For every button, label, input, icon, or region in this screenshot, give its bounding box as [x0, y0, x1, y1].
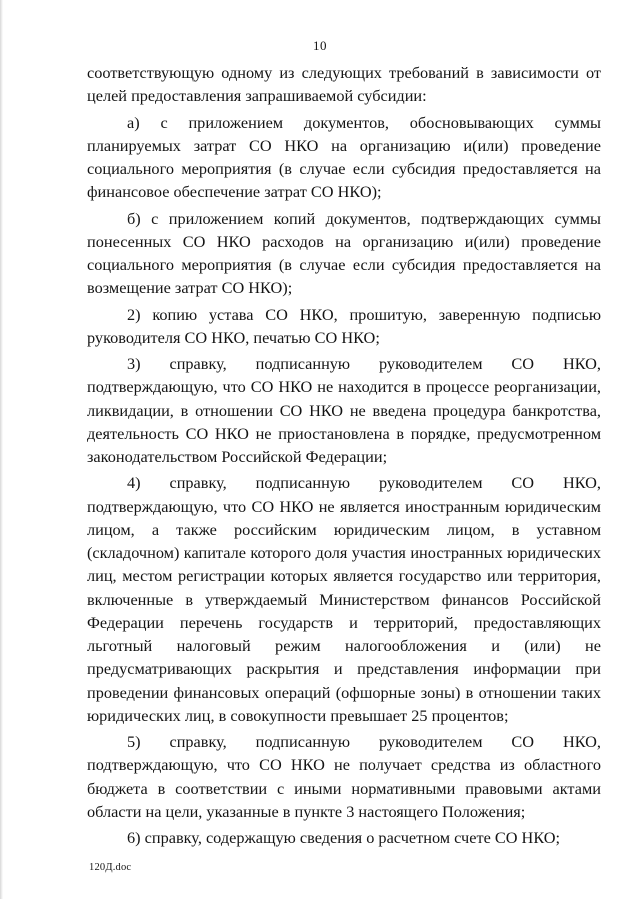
paragraph-continuation: соответствующую одному из следующих требований в зависимости от целей предоставления запрашиваемой субсидии:	[87, 63, 601, 106]
footer-filename: 120Д.doc	[89, 862, 132, 873]
document-body	[87, 61, 601, 852]
paragraph-item-5: 5) справку, подписанную руководителем СО НКО, подтверждающую, что СО НКО не получает средства из областного бюджета в соответствии с иными нормативными правовыми актами области на цели, указанные в пункте 3 настоящего Положения;	[87, 732, 601, 821]
paragraph-item-b: б) с приложением копий документов, подтверждающих суммы понесенных СО НКО расходов на организацию и(или) проведение социального мероприятия (в случае если субсидия предоставляется на возмещение затрат СО НКО);	[87, 208, 601, 298]
scan-edge	[0, 0, 3, 899]
paragraph-item-4: 4) справку, подписанную руководителем СО НКО, подтверждающую, что СО НКО не является иностранным юридическим лицом, а также российским юридическим лицом, в уставном (складочном) капитале которого доля участия иностранных юридических лиц, местом регистрации которых является государство или территория, включенные в утверждаемый Министерством финансов Российской Федерации перечень государств и территорий, предоставляющих льготный налоговый режим налогообложения и (или) не предусматривающих раскрытия и представления информации при проведении финансовых операций (офшорные зоны) в отношении таких юридических лиц, в совокупности превышает 25 процентов;	[87, 473, 601, 725]
paragraph-item-3: 3) справку, подписанную руководителем СО НКО, подтверждающую, что СО НКО не находится в процессе реорганизации, ликвидации, в отношении СО НКО не введена процедура банкротства, деятельность СО НКО не приостановлена в порядке, предусмотренном законодательством Российской Федерации;	[87, 354, 601, 466]
paragraph-item-a: а) с приложением документов, обосновывающих суммы планируемых затрат СО НКО на организацию и(или) проведение социального мероприятия (в случае если субсидия предоставляется на финансовое обеспечение затрат СО НКО);	[87, 112, 601, 202]
paragraph-item-6: 6) справку, содержащую сведения о расчетном счете СО НКО;	[127, 828, 561, 847]
paragraph-item-2: 2) копию устава СО НКО, прошитую, заверенную подписью руководителя СО НКО, печатью СО НКО;	[87, 304, 601, 347]
page-number: 10	[313, 38, 327, 53]
